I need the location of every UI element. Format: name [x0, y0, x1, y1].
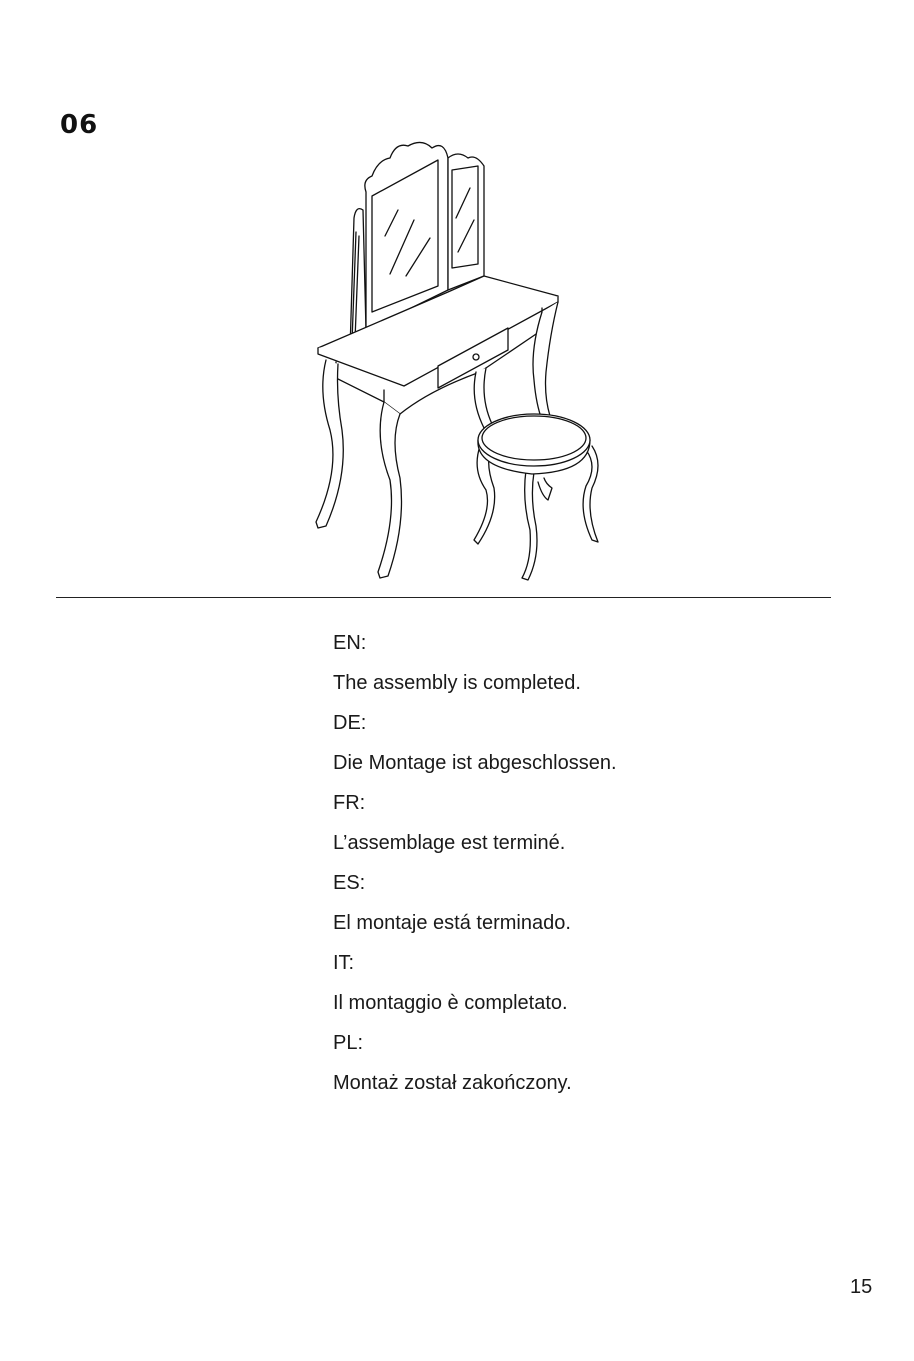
page-number: 15 — [850, 1276, 873, 1298]
instruction-text-it: Il montaggio è completato. — [333, 992, 568, 1014]
instruction-text-es: El montaje está terminado. — [333, 912, 571, 934]
instruction-text-de: Die Montage ist abgeschlossen. — [333, 752, 617, 774]
instruction-text-en: The assembly is completed. — [333, 672, 581, 694]
lang-label-en: EN: — [333, 632, 367, 654]
lang-label-it: IT: — [333, 952, 355, 974]
lang-label-fr: FR: — [333, 792, 366, 814]
lang-label-es: ES: — [333, 872, 366, 894]
instructions-list — [333, 633, 853, 1113]
instruction-text-pl: Montaż został zakończony. — [333, 1072, 572, 1094]
step-number: 06 — [60, 110, 99, 140]
lang-label-pl: PL: — [333, 1032, 364, 1054]
assembled-vanity-table-with-stool-icon — [300, 130, 620, 590]
mirror-right-panel — [448, 154, 484, 290]
instruction-text-fr: L’assemblage est terminé. — [333, 832, 566, 854]
lang-label-de: DE: — [333, 712, 367, 734]
section-divider — [56, 597, 831, 598]
stool — [474, 414, 598, 580]
